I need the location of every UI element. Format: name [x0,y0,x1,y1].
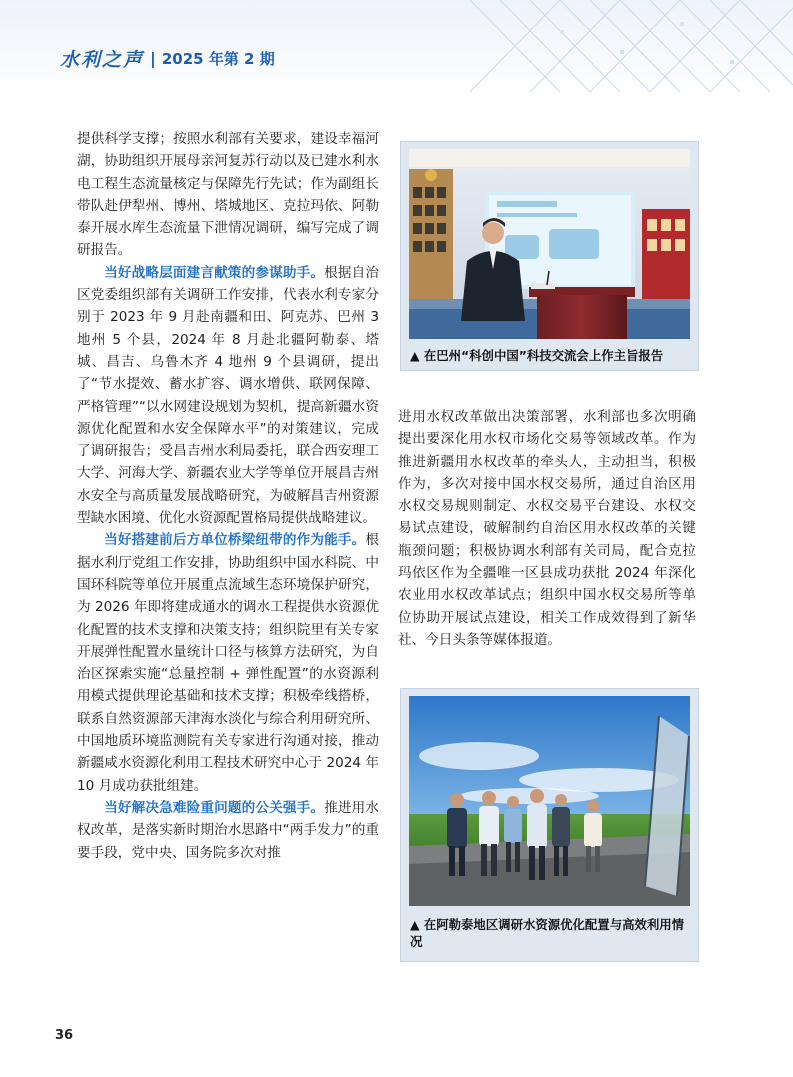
left-column [77,128,379,864]
header-band [0,0,793,92]
section-heading-2: 当好搭建前后方单位桥梁纽带的作为能手。 [104,532,366,549]
header-separator: | [150,48,156,68]
photo-caption-bottom: ▲ 在阿勒泰地区调研水资源优化配置与高效利用情况 [410,917,685,949]
paragraph-2 [77,262,379,530]
issue-label: 2025 年第 2 期 [161,49,275,68]
paragraph-1: 提供科学支撑；按照水利部有关要求，建设幸福河湖，协助组织开展母亲河复苏行动以及已建水利水电工程生态流量核定与保障先行先试；作为副组长带队赴伊犁州、博州、塔城地区、克拉玛依、阿勒泰开展水库生态流量下泄情况调研，编写完成了调研报告。 [77,131,379,259]
section-heading-1: 当好战略层面建言献策的参谋助手。 [104,264,325,281]
paragraph-3 [77,529,379,797]
paragraph-2-body: 根据自治区党委组织部有关调研工作安排，代表水利专家分别于 2023 年 9 月赴南疆和田、阿克苏、巴州 3 地州 5 个县，2024 年 8 月赴北疆阿勒泰、塔城、昌吉、乌鲁木齐 4 地州 9 个县调研，提出了“节水提效、蓄水扩容、调水增供、联网保障、严格管理”“以水网建设规划为契机，提高新疆水资源优化配置和水安全保障水平”的对策建议，完成了调研报告；受昌吉州水利局委托，联合西安理工大学、河海大学、新疆农业大学等单位开展昌吉州水安全与高质量发展战略研究，为破解昌吉州资源型缺水困境、优化水资源配置格局提供战略建议。 [77,264,380,527]
running-header [60,46,275,70]
paragraph-4 [77,797,379,864]
right-paragraph-1: 进用水权改革做出决策部署，水利部也多次明确提出要深化用水权市场化交易等领域改革。作为推进新疆用水权改革的牵头人，主动担当，积极作为，多次对接中国水权交易所，通过自治区用水权交易规则制定、水权交易平台建设、水权交易试点建设，破解制约自治区用水权改革的关键瓶颈问题；积极协调水利部有关司局，配合克拉玛依区作为全疆唯一区县成功获批 2024 年深化农业用水权改革试点；组织中国水权交易所等单位协助开展试点建设，相关工作成效得到了新华社、今日头条等媒体报道。 [398,409,696,648]
right-column [398,406,696,651]
photo-frame-bottom [400,688,699,962]
publication-name: 水利之声 [60,48,145,71]
page-number: 36 [55,1028,74,1043]
paragraph-4-body: 推进用水权改革，是落实新时期治水思路中“两手发力”的重要手段，党中央、国务院多次对推 [77,799,380,861]
photo-conference [409,149,690,339]
section-heading-3: 当好解决急难险重问题的公关强手。 [104,799,325,816]
photo-field-survey [409,696,690,906]
photo-frame-top [400,141,699,371]
paragraph-3-body: 根据水利厅党组工作安排，协助组织中国水科院、中国环科院等单位开展重点流域生态环境保护研究，为 2026 年即将建成通水的调水工程提供水资源优化配置的技术支撑和决策支持；组织院里有关专家开展弹性配置水量统计口径与核算方法研究，为自治区探索实施“总量控制 + 弹性配置”的水资源利用模式提供理论基础和技术支撑；积极牵线搭桥，联系自然资源部天津海水淡化与综合利用研究所、中国地质环境监测院有关专家进行沟通对接，推动新疆咸水资源化利用工程技术研究中心于 2024 年 10 月成功获批组建。 [77,532,379,794]
photo-caption-top: ▲ 在巴州“科创中国”科技交流会上作主旨报告 [410,348,664,363]
